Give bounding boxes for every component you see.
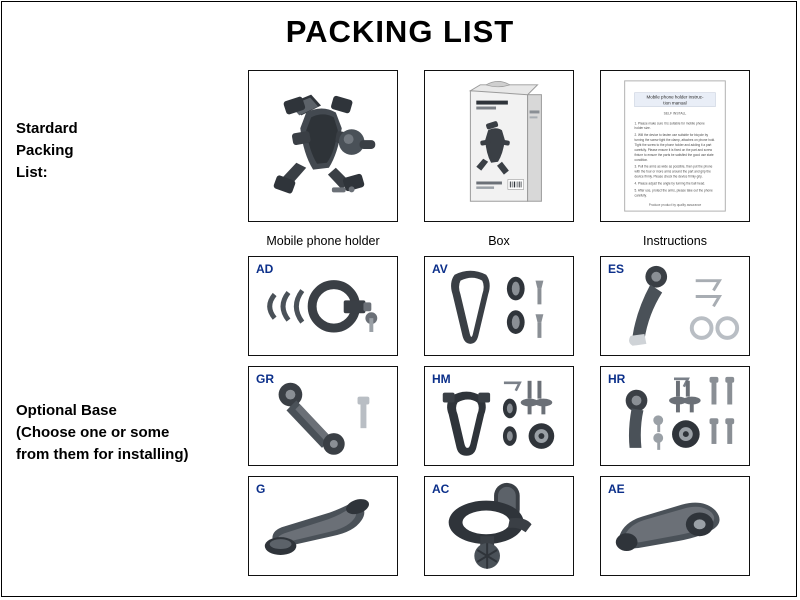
- cell-base-hr: [600, 366, 750, 466]
- svg-text:fixture to ensure the parts be: fixture to ensure the parts be satisfied the good use state: [634, 152, 714, 157]
- phone-holder-icon: [249, 71, 397, 221]
- svg-text:1. Please make sure it is suit: 1. Please make sure it is suitable for mobile phone: [634, 121, 705, 126]
- svg-text:condition.: condition.: [634, 157, 648, 162]
- caption-box: Box: [488, 234, 510, 248]
- cell-base-ac: [424, 476, 574, 576]
- standard-items-captions: [248, 228, 752, 248]
- optional-base-label: [16, 400, 246, 466]
- svg-text:device firmly. Please check th: device firmly. Please check the device firmly grip.: [634, 174, 703, 179]
- standard-packing-list-label: [16, 118, 216, 184]
- optional-base-row-1: [248, 256, 752, 356]
- instruction-sheet-icon: [601, 71, 749, 221]
- svg-text:2. Will the device to fasten u: 2. Will the device to fasten use suitable for bicycle by: [634, 133, 709, 138]
- optional-base-row-3: [248, 476, 752, 576]
- optional-base-row-2: [248, 366, 752, 466]
- page-title: PACKING LIST: [285, 14, 515, 49]
- svg-text:turning the screw tight the cl: turning the screw tight the clamp, attaches on phone hold.: [634, 138, 716, 143]
- code-label-hr: HR: [608, 372, 626, 386]
- optional-label-line-2: (Choose one or some: [16, 424, 170, 441]
- caption-instructions: Instructions: [643, 234, 707, 248]
- svg-text:Mobile phone holder instruc-: Mobile phone holder instruc-: [646, 94, 704, 100]
- svg-text:with the four or more arms aro: with the four or more arms around the part and grip the: [634, 169, 711, 174]
- svg-text:SELF INSTALL: SELF INSTALL: [663, 111, 687, 116]
- svg-text:5. After use, protect the arms: 5. After use, protect the arms, please take out the phone: [634, 188, 713, 193]
- code-label-es: ES: [608, 262, 625, 276]
- standard-items-row: [248, 70, 752, 222]
- cell-box: [424, 70, 574, 222]
- cell-base-g: [248, 476, 398, 576]
- svg-text:carefully. Please ensure it is: carefully. Please ensure it is fixed on the part and screw: [634, 147, 712, 152]
- standard-label-line-3: List:: [16, 164, 48, 181]
- standard-label-line-2: Packing: [16, 142, 74, 159]
- code-label-gr: GR: [256, 372, 274, 386]
- svg-text:holder size.: holder size.: [634, 126, 651, 131]
- svg-text:Produce product by quality ass: Produce product by quality assurance: [648, 203, 702, 208]
- svg-text:tion manual: tion manual: [663, 100, 687, 106]
- retail-box-icon: [425, 71, 573, 221]
- cell-base-av: [424, 256, 574, 356]
- svg-text:Tight the screw to the phone h: Tight the screw to the phone holder and adding it a part: [634, 142, 712, 147]
- svg-text:carefully.: carefully.: [634, 193, 647, 198]
- cell-instructions: [600, 70, 750, 222]
- code-label-g: G: [256, 482, 266, 496]
- product-grid: [248, 70, 752, 586]
- cell-base-ad: [248, 256, 398, 356]
- cell-base-gr: [248, 366, 398, 466]
- cell-base-es: [600, 256, 750, 356]
- code-label-ae: AE: [608, 482, 625, 496]
- optional-label-line-1: Optional Base: [16, 402, 117, 419]
- code-label-ac: AC: [432, 482, 450, 496]
- out-front-mount-icon: [249, 477, 397, 576]
- standard-label-line-1: Stardard: [16, 120, 78, 137]
- optional-label-line-3: from them for installing): [16, 446, 189, 463]
- cell-base-ae: [600, 476, 750, 576]
- svg-text:4. Please adjust the angle by: 4. Please adjust the angle by turning the ball head.: [634, 181, 706, 186]
- code-label-av: AV: [432, 262, 448, 276]
- cell-base-hm: [424, 366, 574, 466]
- svg-text:3. Pull the arms as wide as po: 3. Pull the arms as wide as possible, then put the phone: [634, 164, 713, 169]
- code-label-hm: HM: [432, 372, 451, 386]
- caption-mobile-phone-holder: Mobile phone holder: [266, 234, 380, 248]
- cell-mobile-phone-holder: [248, 70, 398, 222]
- code-label-ad: AD: [256, 262, 274, 276]
